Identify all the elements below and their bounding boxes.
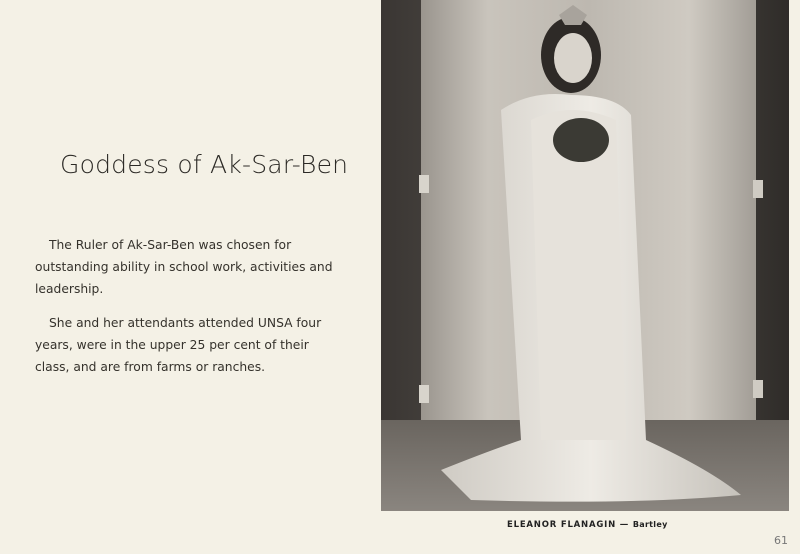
body-paragraph: The Ruler of Ak-Sar-Ben was chosen for outstanding ability in school work, activities and leadership. [35,238,333,296]
page-title: Goddess of Ak-Sar-Ben [60,150,349,179]
portrait-photo [381,0,789,511]
caption-name: ELEANOR FLANAGIN [507,520,616,530]
photo-caption [507,520,668,530]
body-paragraph: She and her attendants attended UNSA four years, were in the upper 25 per cent of their class, and are from farms or ranches. [35,316,322,374]
caption-separator: — [619,520,630,530]
caption-place: Bartley [632,520,668,529]
page-number: 61 [774,534,788,547]
